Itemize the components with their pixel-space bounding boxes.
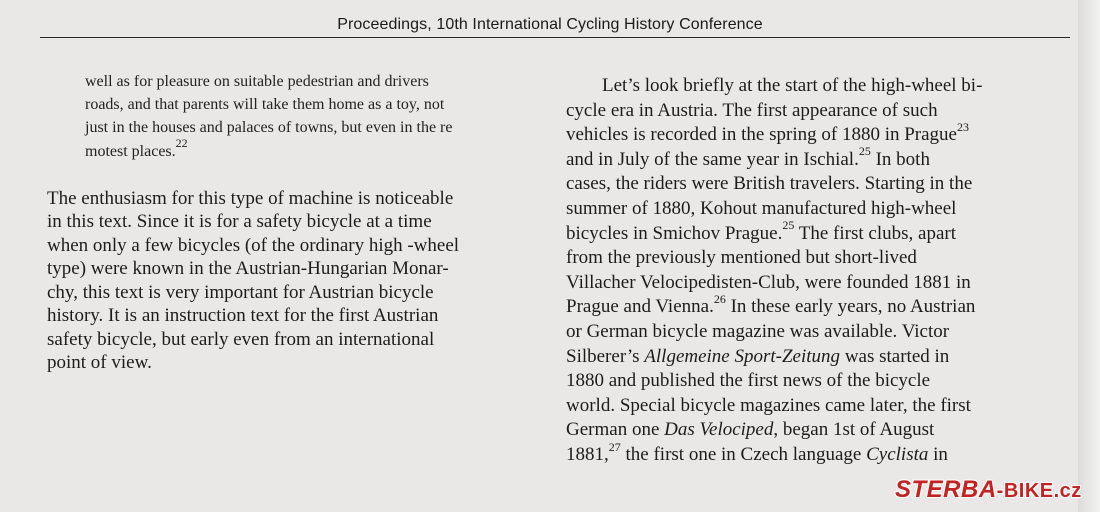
body-paragraph [47, 187, 547, 375]
quote-line [85, 136, 545, 163]
paragraph-line: in this text. Since it is for a safety bicycle at a time [47, 211, 432, 233]
paragraph-line: from the previously mentioned but short-lived [566, 247, 917, 269]
line-text: Silberer’s [566, 345, 645, 367]
paragraph-line: 1880 and published the first news of the bicycle [566, 370, 931, 392]
paragraph-line: The enthusiasm for this type of machine is noticeable [47, 187, 454, 209]
paragraph-line: world. Special bicycle magazines came later, the first [566, 394, 971, 416]
line-text: , began 1st of August [773, 419, 935, 441]
left-column [47, 70, 547, 375]
quote-line: well as for pleasure on suitable pedestrian and drivers [85, 73, 429, 90]
line-text: was started in [840, 345, 950, 367]
line-text: vehicles is recorded in the spring of 1880 in Prague [566, 124, 957, 146]
paragraph-line [566, 439, 1072, 468]
header-rule [40, 37, 1070, 38]
line-text: in [928, 443, 948, 465]
line-text: In both [870, 148, 930, 170]
paragraph-line [566, 144, 1072, 173]
footnote-marker: 22 [175, 136, 188, 151]
paragraph-line [566, 218, 1072, 247]
paragraph-line: Villacher Velocipedisten-Club, were founded 1881 in [566, 271, 971, 293]
line-text: Prague and Vienna. [566, 296, 714, 318]
watermark-suffix: -BIKE.cz [996, 480, 1082, 502]
paragraph-line [566, 292, 1072, 320]
paragraph-line: or German bicycle magazine was available. Victor [566, 320, 950, 342]
paragraph-line: Let’s look briefly at the start of the high-wheel bi- [602, 75, 983, 96]
paragraph-line: summer of 1880, Kohout manufactured high-wheel [566, 197, 957, 219]
line-text: bicycles in Smichov Prague. [566, 222, 783, 244]
paragraph-line: safety bicycle, but early even from an international [47, 328, 435, 350]
paragraph-line: when only a few bicycles (of the ordinary high -wheel [47, 234, 460, 256]
paragraph-line: cycle era in Austria. The first appearance of such [566, 99, 938, 121]
paragraph-line [566, 119, 1072, 148]
block-quote [85, 70, 545, 163]
quote-line: just in the houses and palaces of towns, but even in the re [85, 119, 453, 137]
paragraph-line: type) were known in the Austrian-Hungarian Monar- [47, 258, 449, 280]
running-header: Proceedings, 10th International Cycling History Conference [337, 16, 763, 33]
italic-title: Allgemeine Sport-Zeitung [644, 345, 841, 367]
paragraph-line [566, 345, 1072, 370]
line-text: The first clubs, apart [794, 222, 956, 244]
paragraph-line: cases, the riders were British travelers. Starting in the [566, 173, 973, 195]
line-text: the first one in Czech language [620, 443, 867, 465]
watermark-logo [895, 476, 1082, 504]
line-text: In these early years, no Austrian [725, 296, 976, 318]
footnote-marker: 25 [782, 218, 795, 233]
watermark-text: STERBA [895, 476, 997, 503]
paragraph-line [566, 418, 1072, 443]
line-text: 1881, [566, 443, 609, 465]
line-text: and in July of the same year in Ischial. [566, 148, 859, 170]
italic-title: Cyclista [866, 443, 929, 465]
italic-title: Das Velociped [664, 419, 774, 441]
body-paragraph [566, 74, 1072, 468]
footnote-marker: 27 [608, 439, 621, 454]
paragraph-line: chy, this text is very important for Austrian bicycle [47, 281, 434, 303]
paragraph-line: history. It is an instruction text for the first Austrian [47, 305, 439, 327]
footnote-marker: 25 [858, 144, 871, 159]
footnote-marker: 26 [713, 292, 726, 307]
footnote-marker: 23 [956, 119, 969, 134]
quote-line: roads, and that parents will take them home as a toy, not [85, 96, 445, 114]
right-column [566, 74, 1072, 468]
paragraph-line: point of view. [47, 352, 152, 374]
page-edge-shadow [1078, 0, 1100, 512]
quote-line-text: motest places. [85, 142, 176, 160]
line-text: German one [566, 419, 665, 441]
